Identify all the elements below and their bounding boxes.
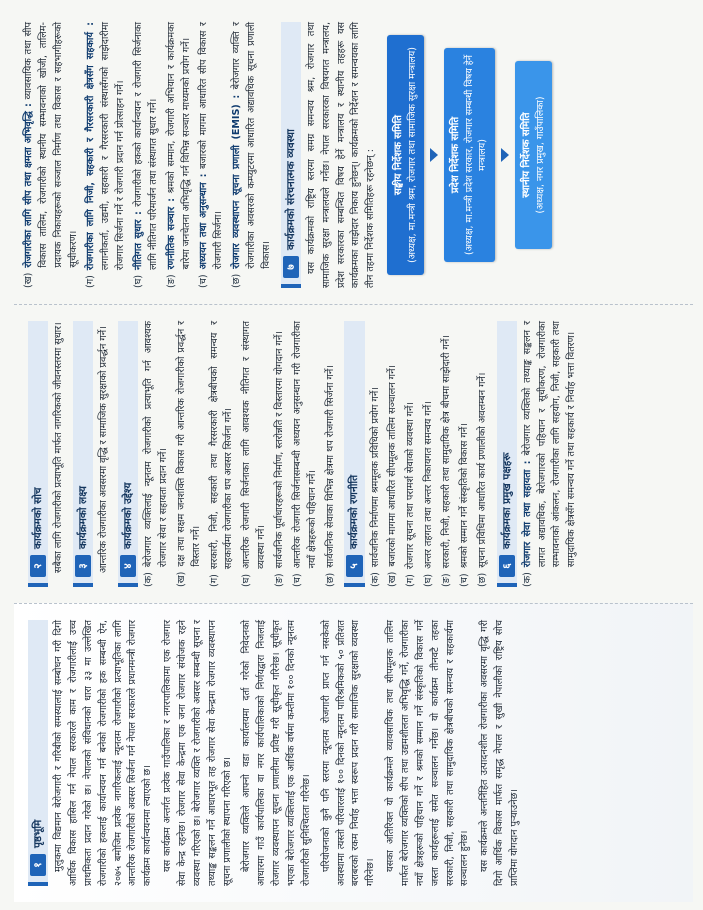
committee-chair: (अध्यक्ष, मा.मन्त्री प्रदेश सरकार, रोजगार सम्बन्धी विषय हेर्ने मन्त्रालय)	[464, 55, 489, 255]
strategy-list	[369, 321, 491, 587]
section-title: कार्यक्रमको रणनीति	[348, 474, 361, 549]
section-number: ७	[283, 256, 299, 278]
section-header-objectives	[118, 321, 138, 587]
list-marker: (ङ)	[273, 573, 285, 587]
section-title: पृष्ठभूमि	[32, 819, 44, 848]
list-text: सरकारी, निजी, सहकारी तथा गैरसरकारी क्षेत्रबीचको समन्वय र सहकार्यमा रोजगारीका थप अवसर सिर्जना गर्ने।	[208, 321, 235, 570]
section-title: कार्यक्रमको संरचनात्मक व्यवस्था	[284, 129, 297, 250]
paragraph: परियोजनाको कुनै पनि स्तरमा न्यूनतम रोजगारी प्राप्त गर्न नसकेको अवस्थामा त्यस्तो परिवारलाई १०० दिनको न्यूनतम पारिश्रमिकको ५० प्रतिशत बराबरको रकम निर्वाह भत्ता स्वरूप प्रदान गरी सामाजिक सुरक्षाको व्यवस्था गरिनेछ।	[320, 620, 377, 886]
list-text: आन्तरिक रोजगारी सिर्जनासम्बन्धी अध्ययन अनुसन्धान गरी रोजगारीका नयाँ क्षेत्रहरूको पहिचान गर्ने।	[291, 321, 318, 569]
paragraph: बेरोजगार व्यक्तिले आफ्नो वडा कार्यालयमा दर्ता गरेको निवेदनको आधारमा गाउँ कार्यपालिका वा नगर कार्यपालिकाको निर्णयद्वारा निजलाई रोजगार व्यवस्थापन सूचना प्रणालीमा प्रविष्ट गरी सूचीकृत गरिनेछ। सूचीकृत भएका बेरोजगार व्यक्तिलाई एक आर्थिक वर्षमा कम्तीमा १०० दिनको न्यूनतम रोजगारीको सुनिश्चितता गरिनेछ।	[241, 620, 312, 886]
section-title: कार्यक्रमको लक्ष्य	[76, 486, 89, 549]
list-item	[240, 321, 270, 587]
list-lead: अध्ययन तथा अनुसन्धान :	[198, 173, 210, 270]
list-item	[386, 321, 401, 587]
components-list	[521, 321, 580, 587]
list-text: सार्वजनिक सेवाका विभिन्न क्षेत्रमा थप रोजगारी सिर्जना गर्ने।	[324, 365, 336, 568]
list-item	[324, 321, 339, 587]
committee-chair: (अध्यक्ष, नगर प्रमुख, गाउँपालिका)	[534, 96, 546, 214]
list-item	[476, 321, 491, 587]
list-lead: रोजगारीका लागि सीप तथा क्षमता अभिवृद्धि :	[23, 103, 34, 268]
list-item	[273, 321, 288, 587]
section-header-background	[28, 620, 48, 886]
list-text: व्यावसायिक तथा सीप विकास तालिम, रोजगारीको स्थानीय सम्भावनाको खोजी, तालिम-प्रदायक निकायहरूको सञ्जाल निर्माण तथा विकास र सहभागीहरूको सूचीकरण।	[23, 22, 79, 268]
list-marker: (ख)	[387, 571, 399, 587]
list-marker: (ख)	[23, 272, 34, 288]
list-item	[369, 321, 384, 587]
paragraph: यसका अतिरिक्त यो कार्यक्रमले व्यावसायिक तथा सीपमूलक तालिम मार्फत बेरोजगार व्यक्तिको सीप तथा उद्यमशीलता अभिवृद्धि गर्ने, रोजगारीका नयाँ क्षेत्रहरूको पहिचान गर्ने र श्रमको सम्मान गर्ने संस्कृतिको विकास गर्ने जस्ता कार्यहरूलाई समेत सञ्चालन गर्नेछ। यो कार्यक्रम तीनवटै तहका सरकारी, निजी, सहकारी तथा सामुदायिक क्षेत्रबीचको समन्वय र सहकार्यमा सञ्चालन हुनेछ।	[385, 620, 471, 886]
list-marker: (ग)	[405, 574, 417, 587]
section-number: ६	[499, 555, 515, 577]
list-marker: (छ)	[324, 572, 336, 587]
list-marker: (छ)	[231, 273, 243, 288]
section-number: २	[30, 555, 46, 577]
list-item	[422, 321, 437, 587]
federal-committee-box	[387, 35, 424, 276]
list-text: अन्तर तहगत तथा अन्तर निकायगत समन्वय गर्ने।	[423, 401, 435, 569]
section-number: ५	[346, 555, 362, 577]
list-item	[84, 22, 129, 288]
list-item	[142, 321, 172, 587]
list-marker: (च)	[458, 573, 470, 587]
local-committee-box	[515, 61, 552, 249]
list-text: सार्वजनिक निर्माणमा श्रममूलक प्रविधिको प्रयोग गर्ने।	[369, 387, 381, 568]
arrow-down-icon	[501, 148, 509, 162]
list-marker: (च)	[198, 274, 210, 288]
list-text: बेरोजगार व्यक्तिको तथ्याङ्क सङ्कलन र लागत अद्यावधिक, बेरोजगारको पहिचान र सूचीकरण, रोजगारीका सम्भावनाको आंकलन, रोजगारीका लागि सहयोग, निजी, सहकारी तथा सामुदायिक क्षेत्रसँग समन्वय गर्ने तथा सहकार्य र निर्वाह भत्ता वितरण।	[521, 321, 578, 568]
list-lead: रोजगार व्यवस्थापन सूचना प्रणाली (EMIS) :	[231, 94, 243, 269]
committee-title: प्रदेश निर्देशक समिति	[450, 116, 462, 194]
list-marker: (ङ)	[440, 573, 452, 587]
panel-structure	[14, 6, 693, 304]
list-marker: (घ)	[423, 573, 435, 587]
paragraph: यस कार्यक्रमले अन्तर्निहित उत्पादनशील रोजगारीका अवसरमा वृद्धि गरी दिगो आर्थिक विकास मार्फत समृद्ध नेपाल र सुखी नेपालीको राष्ट्रिय सोच प्राप्तिमा योगदान पुर्‍याउनेछ।	[479, 620, 521, 886]
list-text: बेरोजगार व्यक्तिलाई न्यूनतम रोजगारीको प्रत्याभूति गर्न आवश्यक रोजगार सेवा र सहायता प्रदान गर्ने।	[143, 321, 169, 568]
list-item	[175, 321, 205, 587]
list-text: श्रमको सम्मान गर्ने संस्कृतिको विकास गर्ने।	[458, 423, 470, 569]
section-header-components	[497, 321, 517, 587]
paragraph: यस कार्यक्रमको राष्ट्रिय स्तरमा समग्र समन्वय श्रम, रोजगार तथा सामाजिक सुरक्षा मन्त्रालयले गर्नेछ। नेपाल सरकारका विषयगत मन्त्रालय, प्रदेश सरकारका सम्बन्धित विषय हेर्ने मन्त्रालय र स्थानीय तहहरू यस कार्यक्रमका साझेदार निकाय हुनेछन्। कार्यक्रमको निर्देशन र समन्वयका लागि तीन तहमा निर्देशक समितिहरू रहनेछन् :	[305, 22, 377, 288]
paragraph: मुलुकमा विद्यमान बेरोजगारी र गरिबीको समस्यालाई सम्बोधन गरी दिगो आर्थिक विकास हासिल गर्न नेपाल सरकारले काम र रोजगारीलाई उच्च प्राथमिकता प्रदान गरेको छ। नेपालको संविधानको धारा ३३ मा उल्लेखित रोजगारीको हकलाई कार्यान्वयन गर्न बनेको रोजगारीको हक सम्बन्धी ऐन, २०७५ बमोजिम प्रत्येक नागरिकलाई न्यूनतम रोजगारीको प्रत्याभूतिका लागि आन्तरिक रोजगारीको अवसर सिर्जना गर्न नेपाल सरकारले प्रधानमन्त्री रोजगार कार्यक्रम कार्यान्वयनमा ल्याएको छ।	[53, 620, 154, 886]
list-item	[197, 22, 227, 288]
list-item	[458, 321, 473, 587]
list-marker: (क)	[369, 572, 381, 587]
list-item	[22, 22, 81, 288]
list-marker: (घ)	[133, 274, 145, 288]
paragraph: यस कार्यक्रम अन्तर्गत प्रत्येक गाउँपालिका र नगरपालिकामा एक रोजगार सेवा केन्द्र रहनेछ। रोजगार सेवा केन्द्रमा एक जना रोजगार संयोजक रहने व्यवस्था गरिएको छ। बेरोजगार व्यक्ति र रोजगारीको अवसर सम्बन्धी सूचना र तथ्याङ्क सङ्कलन गर्ने आधारभूत तह रोजगार सेवा केन्द्रमा रोजगार व्यवस्थापन सूचना प्रणालीको स्थापना गरिएको छ।	[162, 620, 233, 886]
list-text: आन्तरिक रोजगारी सिर्जनाका लागि आवश्यक नीतिगत र संस्थागत व्यवस्था गर्ने।	[241, 321, 268, 569]
list-text: सूचना प्रविधिमा आधारित कार्य प्रणालीको अवलम्बन गर्ने।	[476, 372, 488, 568]
list-text: दक्ष तथा सक्षम जनशक्ति विकास गरी आन्तरिक रोजगारीको प्रवर्द्धन र विस्तार गर्ने।	[175, 321, 202, 567]
list-text: बजारको मागमा आधारित सीपमूलक तालिम सञ्चालन गर्ने।	[387, 364, 399, 567]
section-header-strategy	[344, 321, 364, 587]
panel-objectives	[14, 304, 693, 603]
list-marker: (ख)	[175, 571, 187, 587]
list-item	[165, 22, 195, 288]
list-lead: रोजगारीका लागि निजी, सहकारी र गैरसरकारी क्षेत्रसँग सहकार्य :	[85, 22, 97, 271]
list-item	[208, 321, 238, 587]
section-title: कार्यक्रमको उद्देश्य	[121, 482, 134, 549]
list-marker: (क)	[521, 572, 533, 587]
list-text: रोजगारीको हकको कार्यान्वयन र रोजगारी सिर्जनाका लागि नीतिगत परिमार्जन तथा संस्थागत सुधार गर्ने।	[133, 22, 159, 270]
committee-title: स्थानीय निर्देशक समिति	[520, 112, 532, 198]
list-text: श्रमको सम्मान, रोजगारी अभियान र कार्यक्रमका बारेमा जनचेतना अभिवृद्धि गर्न विभिन्न सञ्चार माध्यमको प्रयोग गर्ने।	[165, 22, 192, 270]
list-marker: (ङ)	[165, 274, 177, 288]
section-number: १	[30, 854, 46, 876]
committee-flow-diagram	[387, 22, 552, 288]
section-header-goal	[73, 321, 93, 587]
section-title: कार्यक्रमको सोच	[32, 487, 44, 549]
list-marker: (च)	[291, 573, 303, 587]
section-header-structure	[281, 22, 301, 288]
section-title: कार्यक्रमका प्रमुख पक्षहरू	[500, 452, 513, 549]
list-lead: नीतिगत सुधार :	[133, 211, 145, 270]
list-marker: (घ)	[241, 573, 253, 587]
list-lead: रणनीतिक सञ्चार :	[165, 198, 177, 270]
list-item	[404, 321, 419, 587]
list-marker: (छ)	[476, 572, 488, 587]
list-marker: (ग)	[208, 574, 220, 587]
list-marker: (ग)	[85, 275, 97, 288]
list-text: बजारको मागमा आधारित सीप विकास र रोजगारी सिर्जना।	[198, 22, 225, 270]
components-list-continued	[22, 22, 275, 288]
list-item	[230, 22, 275, 288]
list-text: सरकारी, निजी, सहकारी तथा सामुदायिक क्षेत्र बीचमा साझेदारी गर्ने।	[440, 335, 452, 569]
list-item	[440, 321, 455, 587]
section-number: ३	[75, 555, 91, 577]
arrow-down-icon	[430, 148, 438, 162]
list-marker: (क)	[143, 572, 155, 587]
list-text: बेरोजगार व्यक्ति र रोजगारीका अवसरको कम्प्युटरमा आधारित अद्यावधिक सूचना प्रणाली विकास।	[231, 22, 272, 269]
list-item	[521, 321, 580, 587]
paragraph: आन्तरिक रोजगारीका अवसरमा वृद्धि र सामाजिक सुरक्षाको प्रवर्द्धन गर्ने।	[98, 326, 110, 573]
list-text: रोजगार सूचना तथा परामर्श सेवाको व्यवस्था गर्ने।	[405, 402, 417, 570]
panel-background	[14, 603, 693, 902]
committee-title: सङ्घीय निर्देशक समिति	[393, 115, 405, 195]
list-text: सार्वजनिक पूर्वाधारहरूको निर्माण, स्तरोन्नति र विस्तारमा योगदान गर्ने।	[273, 331, 285, 569]
section-number: ४	[120, 555, 136, 577]
list-text: लगानीकर्ता, उद्यमी, सहकारी र गैरसरकारी संस्थासँगको साझेदारीमा रोजगार सिर्जना गर्ने र रोजगारी प्रदान गर्न प्रोत्साहन गर्ने।	[100, 22, 127, 271]
section-header-vision	[28, 321, 48, 587]
list-item	[132, 22, 162, 288]
objectives-list	[142, 321, 338, 587]
list-item	[291, 321, 321, 587]
paragraph: सबैका लागि रोजगारीको प्रत्याभूति मार्फत नागरिकको जीवनस्तरमा सुधार।	[53, 322, 65, 573]
list-lead: रोजगार सेवा तथा सहायता :	[521, 460, 533, 568]
province-committee-box	[444, 48, 494, 262]
committee-chair: (अध्यक्ष, मा.मन्त्री श्रम, रोजगार तथा सामाजिक सुरक्षा मन्त्रालय)	[407, 47, 419, 263]
